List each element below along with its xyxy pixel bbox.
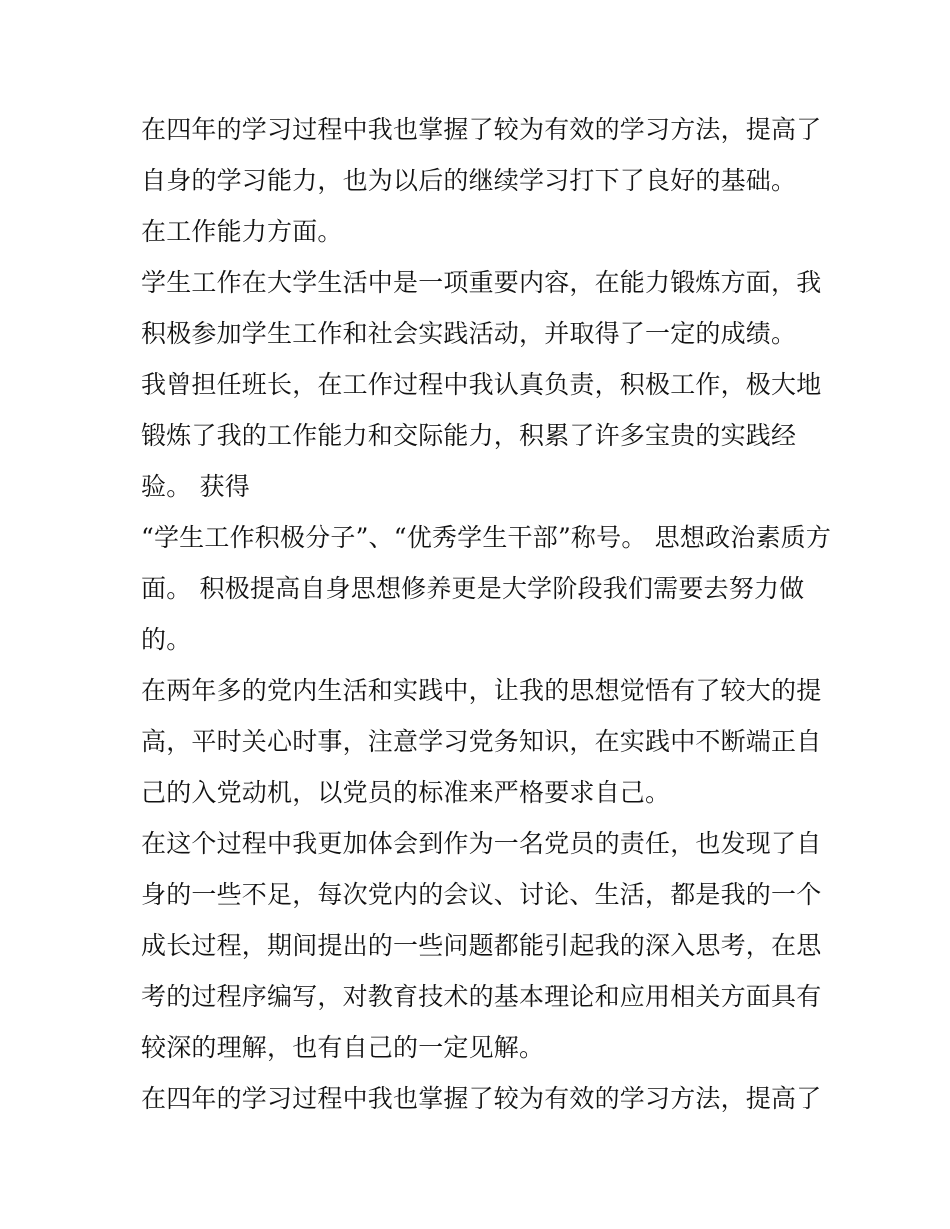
document-body — [141, 104, 832, 1124]
text-line: “学生工作积极分子”、“优秀学生干部”称号。 思想政治素质方 — [141, 523, 832, 552]
text-line: 积极参加学生工作和社会实践活动，并取得了一定的成绩。 — [141, 319, 797, 348]
text-line: 我曾担任班长，在工作过程中我认真负责，积极工作，极大地 — [141, 370, 822, 399]
text-line: 在四年的学习过程中我也掌握了较为有效的学习方法，提高了 — [141, 115, 822, 144]
text-line: 成长过程，期间提出的一些问题都能引起我的深入思考，在思 — [141, 931, 822, 960]
text-line: 身的一些不足，每次党内的会议、讨论、生活，都是我的一个 — [141, 880, 822, 909]
text-line: 自身的学习能力，也为以后的继续学习打下了良好的基础。 — [141, 166, 797, 195]
text-line: 验。 获得 — [141, 472, 250, 501]
text-line: 学生工作在大学生活中是一项重要内容，在能力锻炼方面，我 — [141, 268, 822, 297]
text-line: 在两年多的党内生活和实践中，让我的思想觉悟有了较大的提 — [141, 676, 822, 705]
text-line: 的。 — [141, 625, 192, 654]
text-line: 己的入党动机，以党员的标准来严格要求自己。 — [141, 778, 671, 807]
text-line: 锻炼了我的工作能力和交际能力，积累了许多宝贵的实践经 — [141, 421, 797, 450]
text-line: 考的过程序编写，对教育技术的基本理论和应用相关方面具有 — [141, 982, 822, 1011]
text-line: 面。 积极提高自身思想修养更是大学阶段我们需要去努力做 — [141, 574, 805, 603]
section-heading-work-ability: 在工作能力方面。 — [141, 217, 343, 246]
text-line: 高，平时关心时事，注意学习党务知识，在实践中不断端正自 — [141, 727, 822, 756]
text-line: 在四年的学习过程中我也掌握了较为有效的学习方法，提高了 — [141, 1084, 822, 1113]
text-line: 在这个过程中我更加体会到作为一名党员的责任，也发现了自 — [141, 829, 822, 858]
text-line: 较深的理解，也有自己的一定见解。 — [141, 1033, 545, 1062]
